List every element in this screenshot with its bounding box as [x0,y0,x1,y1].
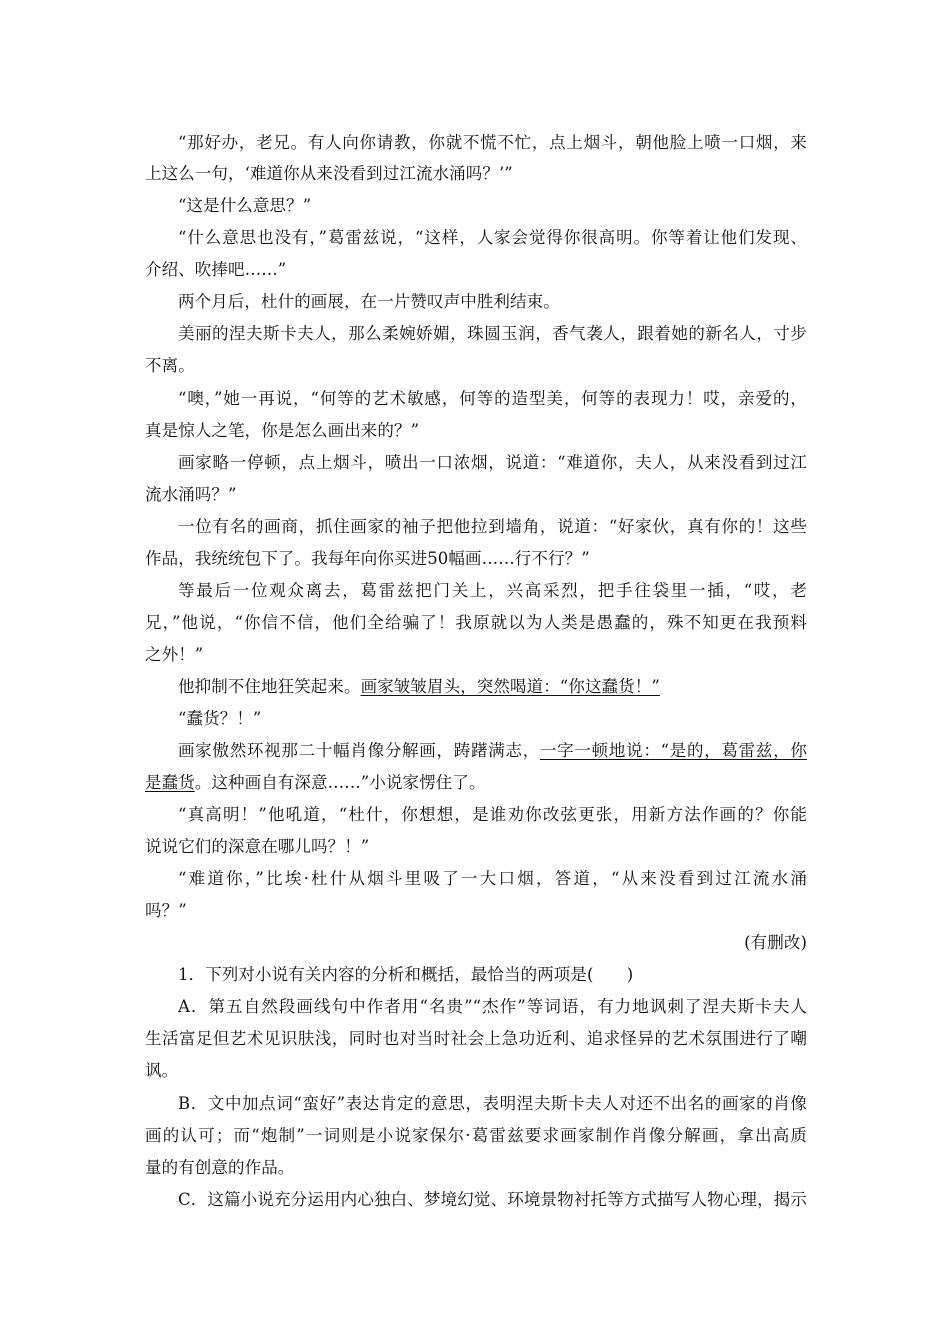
question-stem: 1．下列对小说有关内容的分析和概括，最恰当的两项是( ) [178,965,634,984]
text-line: 画家略一停顿，点上烟斗，喷出一口浓烟，说道：“难道你，夫人，从来没看到过江 [178,453,807,472]
text-line-with-underline [178,741,807,761]
option-c-line: C．这篇小说充分运用内心独白、梦境幻觉、环境景物衬托等方式描写人物心理，揭示 [178,1190,807,1209]
text-line: 吗？” [145,901,187,920]
source-note: (有删改) [744,933,807,952]
plain-text: 画家傲然环视那二十幅肖像分解画，踌躇满志， [178,741,540,760]
text-line: 两个月后，杜什的画展，在一片赞叹声中胜利结束。 [178,292,560,311]
plain-text: 他抑制不住地狂笑起来。 [178,677,361,696]
text-line: 之外！” [145,645,204,664]
text-line: 作品，我统统包下了。我每年向你买进50幅画……行不行？” [145,549,590,568]
option-b-line: 画的认可；而“炮制”一词则是小说家保尔·葛雷兹要求画家制作肖像分解画，拿出高质 [145,1126,807,1145]
text-line: 真是惊人之笔，你是怎么画出来的？” [145,421,420,440]
text-line-with-underline [178,677,807,697]
plain-text: 。这种画自有深意……”小说家愣住了。 [194,773,486,792]
text-line: “噢，”她一再说，“何等的艺术敏感，何等的造型美，何等的表现力！哎，亲爱的， [178,389,807,408]
text-line: 介绍、吹捧吧……” [145,260,287,279]
text-line: 美丽的涅夫斯卡夫人，那么柔婉娇媚，珠圆玉润，香气袭人，跟着她的新名人，寸步 [178,324,807,343]
text-line: “什么意思也没有，”葛雷兹说，“这样，人家会觉得你很高明。你等着让他们发现、 [178,228,807,247]
text-line: 流水涌吗？” [145,485,237,504]
text-line: “蠢货？！” [178,709,262,728]
option-a-line: 生活富足但艺术见识肤浅，同时也对当时社会上急功近利、追求怪异的艺术氛围进行了嘲 [145,1029,807,1048]
option-a-line: 讽。 [145,1061,179,1080]
underlined-sentence: 一字一顿地说：“是的，葛雷兹，你 [539,741,807,760]
text-line-with-underline [145,773,807,793]
text-line: “难道你，”比埃·杜什从烟斗里吸了一大口烟，答道，“从来没看到过江流水涌 [178,869,807,888]
underlined-sentence: 是蠢货 [145,773,195,792]
text-line: 上这么一句，‘难道你从来没看到过江流水涌吗？’” [145,164,513,183]
text-line: 不离。 [145,356,195,375]
option-b-line: B．文中加点词“蛮好”表达肯定的意思，表明涅夫斯卡夫人对还不出名的画家的肖像 [178,1094,807,1113]
option-a-line: A．第五自然段画线句中作者用“名贵”“杰作”等词语，有力地讽刺了涅夫斯卡夫人 [178,997,807,1016]
text-line: 等最后一位观众离去，葛雷兹把门关上，兴高采烈，把手往袋里一插，“哎，老 [178,581,807,600]
text-line: 兄，”他说，“你信不信，他们全给骗了！我原就以为人类是愚蠢的，殊不知更在我预料 [145,613,807,632]
text-line: “那好办，老兄。有人向你请教，你就不慌不忙，点上烟斗，朝他脸上喷一口烟，来 [178,133,807,152]
text-line: “这是什么意思？” [178,196,312,215]
option-b-line: 量的有创意的作品。 [145,1158,295,1177]
text-line: 一位有名的画商，抓住画家的袖子把他拉到墙角，说道：“好家伙，真有你的！这些 [178,517,807,536]
text-line: “真高明！”他吼道，“杜什，你想想，是谁劝你改弦更张，用新方法作画的？你能 [178,805,807,824]
text-line: 说说它们的深意在哪儿吗？！” [145,837,370,856]
underlined-sentence: 画家皱皱眉头，突然喝道：“你这蠢货！” [360,677,660,696]
